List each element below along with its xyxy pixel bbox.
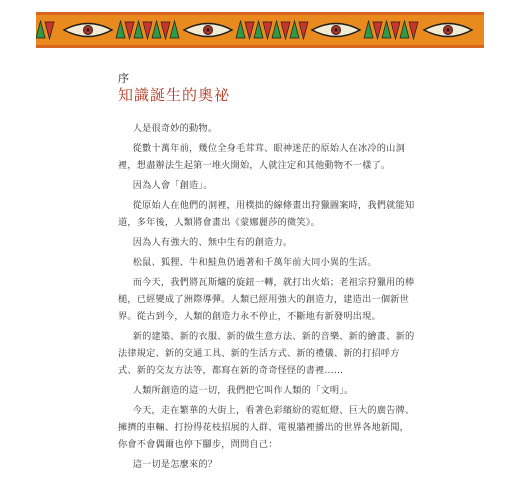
eye-pupil-center-icon xyxy=(86,28,89,31)
eye-pupil-center-icon xyxy=(206,28,209,31)
paragraph: 人是很奇妙的動物。 xyxy=(132,123,218,134)
paragraph: 因為人有強大的、無中生有的創造力。 xyxy=(132,237,293,248)
eye-pupil-center-icon xyxy=(334,28,337,31)
body-text xyxy=(118,120,418,476)
paragraph: 這一切是怎麼來的？ xyxy=(132,459,218,470)
paragraph: 新的建築、新的衣服、新的做生意方法、新的音樂、新的繪畫、新的法律規定、新的交通工具、新的生活方式、新的禮儀、新的打招呼方式、新的交友方法等，都寫在新的奇奇怪怪的書裡…… xyxy=(118,331,415,376)
paragraph: 而今天，我們將瓦斯爐的旋鈕一轉，就打出火焰；老祖宗狩獵用的棒槌，已經變成了洲際導彈。人類已經用強大的創造力，建造出一個新世界。從古到今，人類的創造力永不停止，不斷地有新發明出現。 xyxy=(118,277,415,322)
section-label: 序 xyxy=(118,72,129,85)
paragraph: 人類所創造的這一切，我們把它叫作人類的「文明」。 xyxy=(132,385,354,396)
paragraph: 今天，走在繁華的大街上，看著色彩繽紛的霓虹燈、巨大的廣告牌、擁擠的車輛、打扮得花枝招展的人群、電視牆裡播出的世界各地新聞，你會不會偶爾也停下腳步，問問自己： xyxy=(118,405,415,450)
band-top-stripe xyxy=(36,12,484,15)
decorative-border-band xyxy=(36,12,484,48)
paragraph: 松鼠、狐狸、牛和鮭魚仍過著和千萬年前大同小異的生活。 xyxy=(132,257,377,268)
page-title: 知識誕生的奧祕 xyxy=(118,86,231,104)
folk-eye-pattern-icon xyxy=(36,12,484,48)
paragraph: 從原始人在他們的洞裡，用樸拙的線條畫出狩獵圖案時，我們就能知道，多年後，人類將會畫出《蒙娜麗莎的微笑》。 xyxy=(118,200,415,228)
band-bottom-stripe xyxy=(36,45,484,48)
eye-pupil-center-icon xyxy=(446,28,449,31)
paragraph: 從數十萬年前，幾位全身毛茸茸、眼神迷茫的原始人在冰冷的山洞裡，想盡辦法生起第一堆火開始，人就注定和其他動物不一樣了。 xyxy=(118,143,405,171)
paragraph: 因為人會「創造」。 xyxy=(132,180,213,191)
